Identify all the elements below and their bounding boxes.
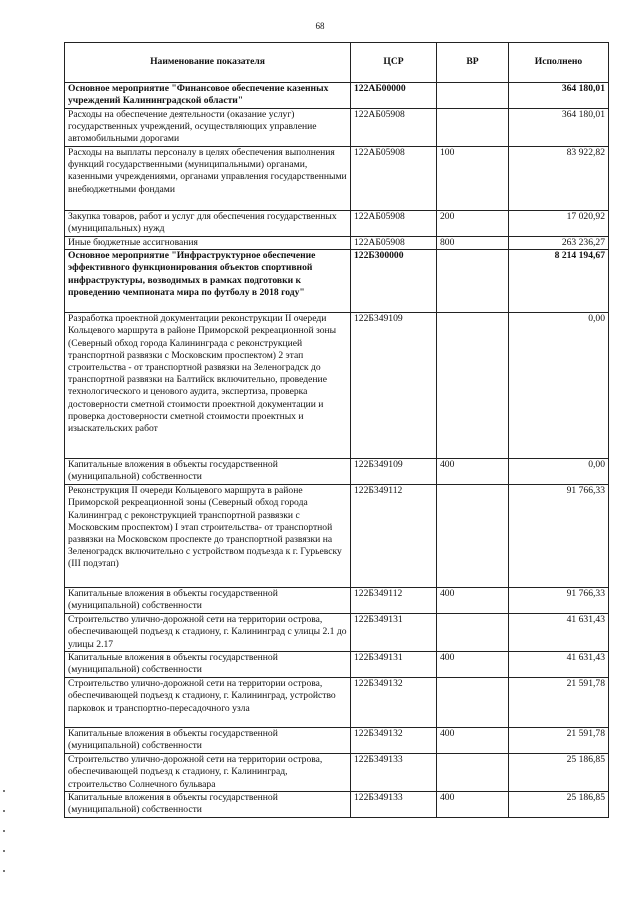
row-amount: 364 180,01: [509, 83, 609, 109]
budget-execution-table: [64, 42, 609, 818]
header-amount: Исполнено: [509, 43, 609, 83]
table-row: [65, 83, 609, 109]
row-csr: 122Б349109: [351, 459, 437, 485]
table-row: [65, 652, 609, 678]
row-csr: 122Б349131: [351, 652, 437, 678]
row-csr: 122АБ05908: [351, 147, 437, 211]
row-vr: 400: [437, 459, 509, 485]
row-csr: 122АБ05908: [351, 237, 437, 250]
row-amount: 91 766,33: [509, 588, 609, 614]
row-csr: 122Б349112: [351, 485, 437, 588]
row-name: Строительство улично-дорожной сети на территории острова, обеспечивающей подъезд к стадиону, г. Калининград, устройство парковок и транспортно-пересадочного узла: [65, 678, 351, 728]
table-row: [65, 313, 609, 459]
row-name: Капитальные вложения в объекты государственной (муниципальной) собственности: [65, 652, 351, 678]
table-row: [65, 678, 609, 728]
row-csr: 122Б349112: [351, 588, 437, 614]
row-vr: 100: [437, 147, 509, 211]
row-name: Основное мероприятие "Инфраструктурное обеспечение эффективного функционирования объектов спортивной инфраструктуры, возводимых в рамках подготовки к проведению чемпионата мира по футболу в 2018 году": [65, 250, 351, 313]
row-vr: 400: [437, 792, 509, 818]
row-csr: 122Б349132: [351, 728, 437, 754]
row-amount: 0,00: [509, 459, 609, 485]
row-name: Закупка товаров, работ и услуг для обеспечения государственных (муниципальных) нужд: [65, 211, 351, 237]
row-name: Разработка проектной документации реконструкции II очереди Кольцевого маршрута в районе Приморской рекреационной зоны (Северный обход города Калининграда с реконструкцией транспортной развязки с Московским проспектом) 2 этап строительства - от транспортной развязки на Зеленоградск до транспортной развязки на Балтийск включительно, проведение технологического и ценового аудита, экспертиза, проверка достоверности сметной стоимости проектной документации и проверка достоверности сметной стоимости проектных и изыскательских работ: [65, 313, 351, 459]
row-name: Расходы на обеспечение деятельности (оказание услуг) государственных учреждений, осуществляющих управление автомобильными дорогами: [65, 109, 351, 147]
row-name: Расходы на выплаты персоналу в целях обеспечения выполнения функций государственными (муниципальными) органами, казенными учреждениями, органами управления государственными внебюджетными фондами: [65, 147, 351, 211]
row-vr: [437, 109, 509, 147]
row-amount: 25 186,85: [509, 754, 609, 792]
row-csr: 122АБ05908: [351, 211, 437, 237]
header-vr: ВР: [437, 43, 509, 83]
row-vr: 400: [437, 728, 509, 754]
row-amount: 0,00: [509, 313, 609, 459]
table-row: [65, 250, 609, 313]
row-amount: 25 186,85: [509, 792, 609, 818]
row-name: Капитальные вложения в объекты государственной (муниципальной) собственности: [65, 728, 351, 754]
scan-mark: [3, 870, 5, 872]
table-header-row: [65, 43, 609, 83]
row-vr: 800: [437, 237, 509, 250]
page-number: 68: [315, 21, 325, 31]
row-name: Строительство улично-дорожной сети на территории острова, обеспечивающей подъезд к стадиону, г. Калининград, строительство Солнечного бульвара: [65, 754, 351, 792]
row-name: Капитальные вложения в объекты государственной (муниципальной) собственности: [65, 459, 351, 485]
table-row: [65, 147, 609, 211]
row-amount: 17 020,92: [509, 211, 609, 237]
row-csr: 122АБ05908: [351, 109, 437, 147]
row-vr: [437, 614, 509, 652]
row-csr: 122Б300000: [351, 250, 437, 313]
row-amount: 263 236,27: [509, 237, 609, 250]
row-amount: 21 591,78: [509, 728, 609, 754]
table-row: [65, 459, 609, 485]
row-name: Иные бюджетные ассигнования: [65, 237, 351, 250]
row-name: Основное мероприятие "Финансовое обеспечение казенных учреждений Калининградской области": [65, 83, 351, 109]
row-csr: 122Б349109: [351, 313, 437, 459]
header-name: Наименование показателя: [65, 43, 351, 83]
row-vr: [437, 250, 509, 313]
row-amount: 41 631,43: [509, 652, 609, 678]
row-vr: [437, 754, 509, 792]
row-amount: 83 922,82: [509, 147, 609, 211]
scan-mark: [3, 850, 5, 852]
table-row: [65, 109, 609, 147]
row-vr: 400: [437, 588, 509, 614]
row-vr: 400: [437, 652, 509, 678]
row-csr: 122Б349133: [351, 792, 437, 818]
row-csr: 122АБ00000: [351, 83, 437, 109]
row-amount: 91 766,33: [509, 485, 609, 588]
row-csr: 122Б349133: [351, 754, 437, 792]
table-row: [65, 792, 609, 818]
scan-edge-marks: [3, 790, 5, 900]
header-csr: ЦСР: [351, 43, 437, 83]
table-row: [65, 588, 609, 614]
table-row: [65, 754, 609, 792]
row-amount: 41 631,43: [509, 614, 609, 652]
row-vr: [437, 485, 509, 588]
row-vr: [437, 313, 509, 459]
row-csr: 122Б349131: [351, 614, 437, 652]
row-name: Строительство улично-дорожной сети на территории острова, обеспечивающей подъезд к стадиону, г. Калининград с улицы 2.1 до улицы 2.17: [65, 614, 351, 652]
table-row: [65, 728, 609, 754]
row-vr: [437, 678, 509, 728]
table-row: [65, 237, 609, 250]
scan-mark: [3, 790, 5, 792]
table-row: [65, 485, 609, 588]
scan-mark: [3, 810, 5, 812]
table-row: [65, 614, 609, 652]
row-vr: [437, 83, 509, 109]
row-name: Реконструкция II очереди Кольцевого маршрута в районе Приморской рекреационной зоны (Северный обход города Калининград с реконструкцией транспортной развязки с Московским проспектом) I этап строительства- от транспортной развязки на Московском проспекте до транспортной развязки на Зеленоградск включительно с устройством подъезда к г. Гурьевску (III подэтап): [65, 485, 351, 588]
row-amount: 21 591,78: [509, 678, 609, 728]
row-amount: 364 180,01: [509, 109, 609, 147]
table-row: [65, 211, 609, 237]
row-csr: 122Б349132: [351, 678, 437, 728]
row-name: Капитальные вложения в объекты государственной (муниципальной) собственности: [65, 792, 351, 818]
scan-mark: [3, 830, 5, 832]
row-name: Капитальные вложения в объекты государственной (муниципальной) собственности: [65, 588, 351, 614]
row-amount: 8 214 194,67: [509, 250, 609, 313]
row-vr: 200: [437, 211, 509, 237]
